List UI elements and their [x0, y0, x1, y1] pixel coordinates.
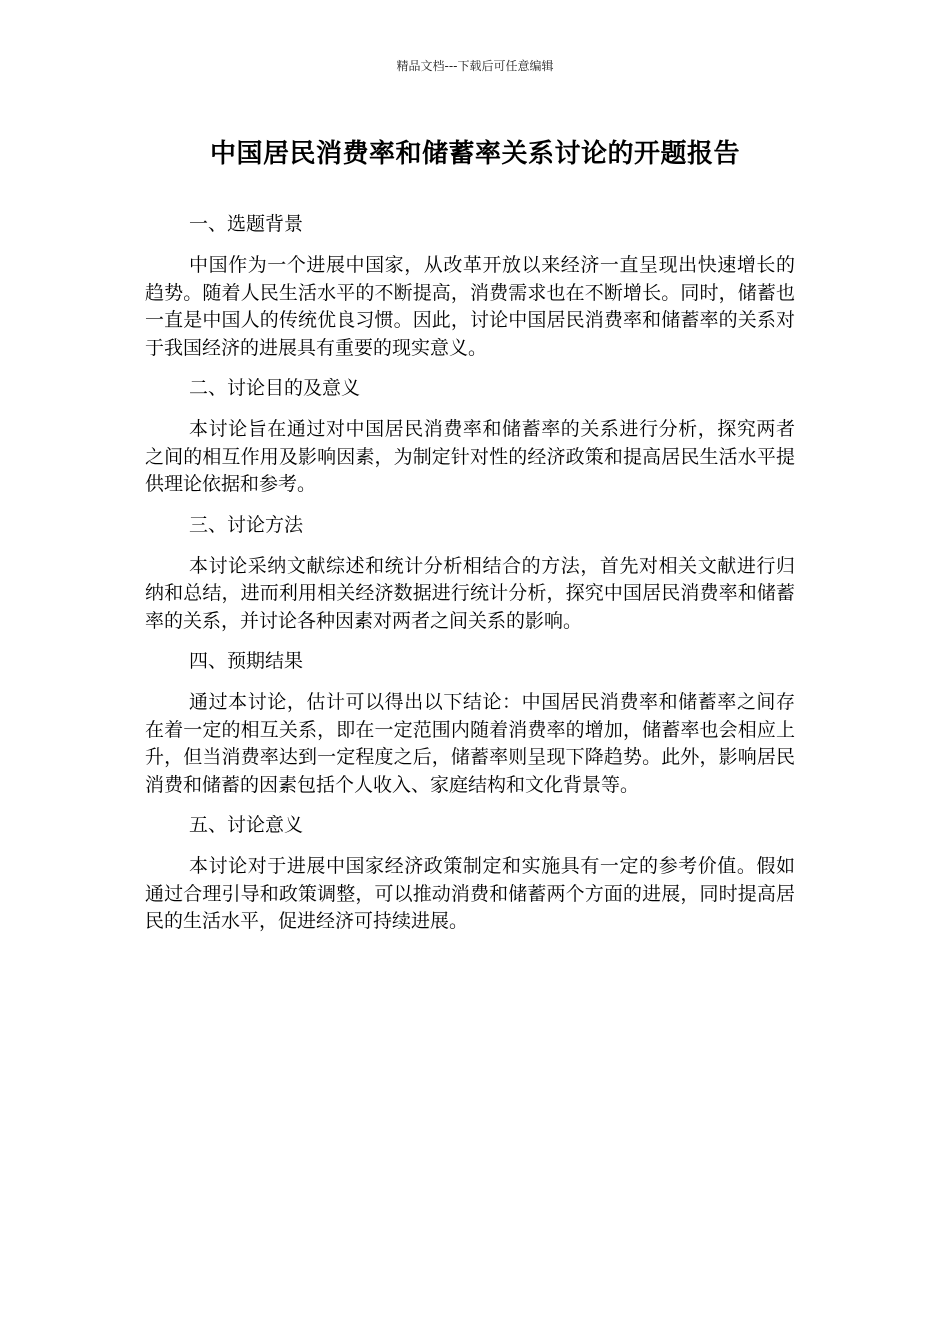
document-content	[145, 210, 795, 948]
section-body: 通过本讨论，估计可以得出以下结论：中国居民消费率和储蓄率之间存在着一定的相互关系，即在一定范围内随着消费率的增加，储蓄率也会相应上升，但当消费率达到一定程度之后，储蓄率则呈现下降趋势。此外，影响居民消费和储蓄的因素包括个人收入、家庭结构和文化背景等。	[145, 691, 795, 796]
section-purpose	[145, 374, 795, 499]
section-body: 中国作为一个进展中国家，从改革开放以来经济一直呈现出快速增长的趋势。随着人民生活水平的不断提高，消费需求也在不断增长。同时，储蓄也一直是中国人的传统优良习惯。因此，讨论中国居民消费率和储蓄率的关系对于我国经济的进展具有重要的现实意义。	[145, 254, 795, 359]
section-body: 本讨论旨在通过对中国居民消费率和储蓄率的关系进行分析，探究两者之间的相互作用及影响因素，为制定针对性的经济政策和提高居民生活水平提供理论依据和参考。	[145, 418, 795, 495]
section-method	[145, 511, 795, 636]
section-body: 本讨论采纳文献综述和统计分析相结合的方法，首先对相关文献进行归纳和总结，进而利用相关经济数据进行统计分析，探究中国居民消费率和储蓄率的关系，并讨论各种因素对两者之间关系的影响。	[145, 554, 795, 632]
section-heading: 五、讨论意义	[189, 814, 304, 836]
section-significance	[145, 811, 795, 936]
section-heading: 二、讨论目的及意义	[189, 377, 361, 399]
document-title: 中国居民消费率和储蓄率关系讨论的开题报告	[209, 139, 740, 169]
section-heading: 三、讨论方法	[189, 513, 304, 536]
section-body: 本讨论对于进展中国家经济政策制定和实施具有一定的参考价值。假如通过合理引导和政策调整，可以推动消费和储蓄两个方面的进展，同时提高居民的生活水平，促进经济可持续进展。	[145, 855, 795, 932]
section-heading: 四、预期结果	[189, 650, 304, 672]
section-expected-results	[145, 647, 795, 799]
section-background	[145, 210, 795, 362]
section-heading: 一、选题背景	[189, 213, 304, 235]
header-note: 精品文档---下载后可任意编辑	[396, 59, 554, 73]
